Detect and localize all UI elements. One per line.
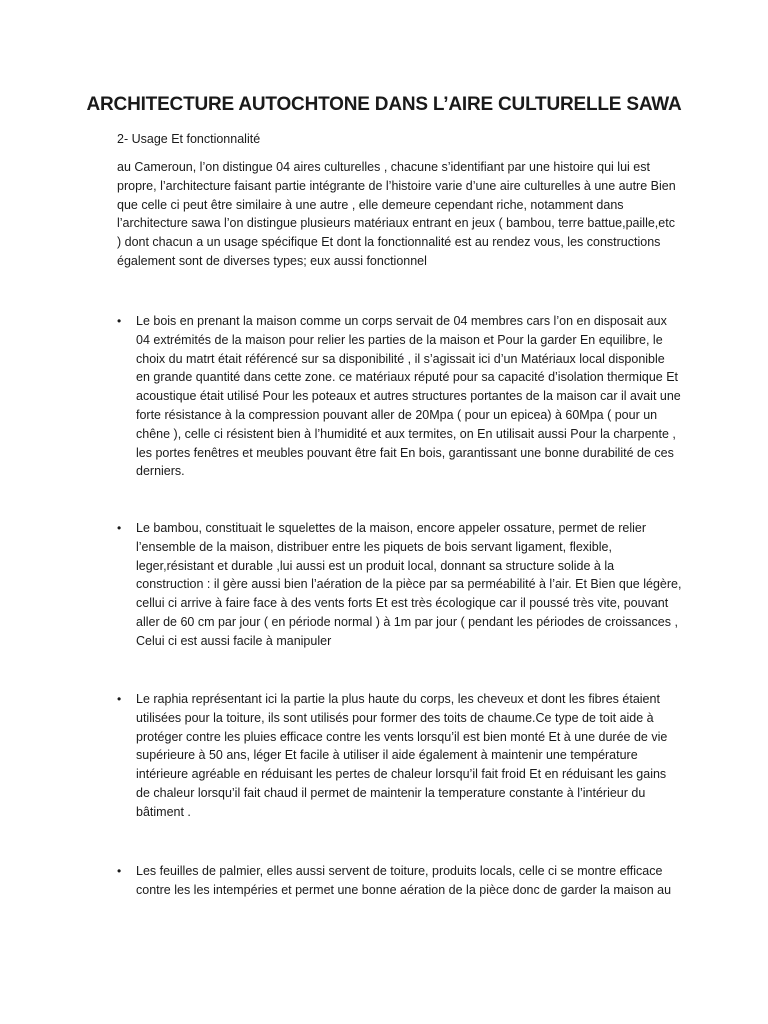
document-title: ARCHITECTURE AUTOCHTONE DANS L’AIRE CULTURELLE SAWA (86, 94, 682, 115)
bullet-marker: • (117, 521, 122, 535)
intro-paragraph: au Cameroun, l’on distingue 04 aires culturelles , chacune s’identifiant par une histoire qui lui est propre, l’architecture faisant partie intégrante de l’histoire varie d’une aire culturelles à une autre Bien que celle ci peut être similaire à une autre , elle demeure cependant riche, notamment dans l’architecture sawa l’on distingue plusieurs matériaux entrant en jeux ( bambou, terre battue,paille,etc ) dont chacun a un usage spécifique Et dont la fonctionnalité est au rendez vous, les constructions également sont de diverses types; eux aussi fonctionnel (117, 160, 676, 268)
bullet-marker: • (117, 314, 122, 328)
bullet-marker: • (117, 692, 122, 706)
list-item-bois (117, 312, 682, 481)
section-heading: 2- Usage Et fonctionnalité (117, 132, 261, 146)
list-item-palmier (117, 862, 682, 900)
list-item-text: Les feuilles de palmier, elles aussi servent de toiture, produits locals, celle ci se montre efficace contre les les intempéries et permet une bonne aération de la pièce donc de garder la maison au (136, 864, 672, 897)
list-item-text: Le raphia représentant ici la partie la plus haute du corps, les cheveux et dont les fibres étaient utilisées pour la toiture, ils sont utilisés pour former des toits de chaume.Ce type de toit aide à protéger contre les pluies efficace contre les vents lorsqu’il est bien monté Et à une durée de vie supérieure à 50 ans, léger Et facile à utiliser il aide également à maintenir une température intérieure agréable en réduisant les pertes de chaleur lorsqu’il fait froid Et en réduisant les gains de chaleur lorsqu’il fait chaud il permet de maintenir la temperature constante à l’intérieur du bâtiment . (136, 692, 668, 819)
list-item-text: Le bois en prenant la maison comme un corps servait de 04 membres cars l’on en disposait aux 04 extrémités de la maison pour relier les parties de la maison et Pour la garder En equilibre, le choix du matrt était référencé sur sa disponibilité , il s’agissait ici d’un Matériaux local disponible en grande quantité dans cette zone. ce matériaux réputé pour sa capacité d’isolation thermique Et acoustique était utilisé Pour les poteaux et autres structures portantes de la maison car il avait une forte résistance à la compression pouvant aller de 20Mpa ( pour un epicea) à 60Mpa ( pour un chêne ), celle ci résistent bien à l’humidité et aux termites, on En utilisait aussi Pour la charpente , les portes fenêtres et meubles pouvant être fait En bois, garantissant une bonne durabilité de ces derniers. (136, 314, 681, 479)
list-item-text: Le bambou, constituait le squelettes de la maison, encore appeler ossature, permet de relier l’ensemble de la maison, distribuer entre les piquets de bois servant ligament, flexible, leger,résistant et durable ,lui aussi est un produit local, donnant sa structure solide à la construction : il gère aussi bien l’aération de la pièce par sa perméabilité à l’air. Et Bien que légère, cellui ci arrive à faire face à des vents forts Et est très écologique car il poussé très vite, pouvant aller de 60 cm par jour ( en période normal ) à 1m par jour ( pendant les périodes de croissances , Celui ci est aussi facile à manipuler (136, 521, 682, 648)
list-item-raphia (117, 690, 682, 822)
bullet-marker: • (117, 864, 122, 878)
list-item-bambou (117, 519, 682, 651)
